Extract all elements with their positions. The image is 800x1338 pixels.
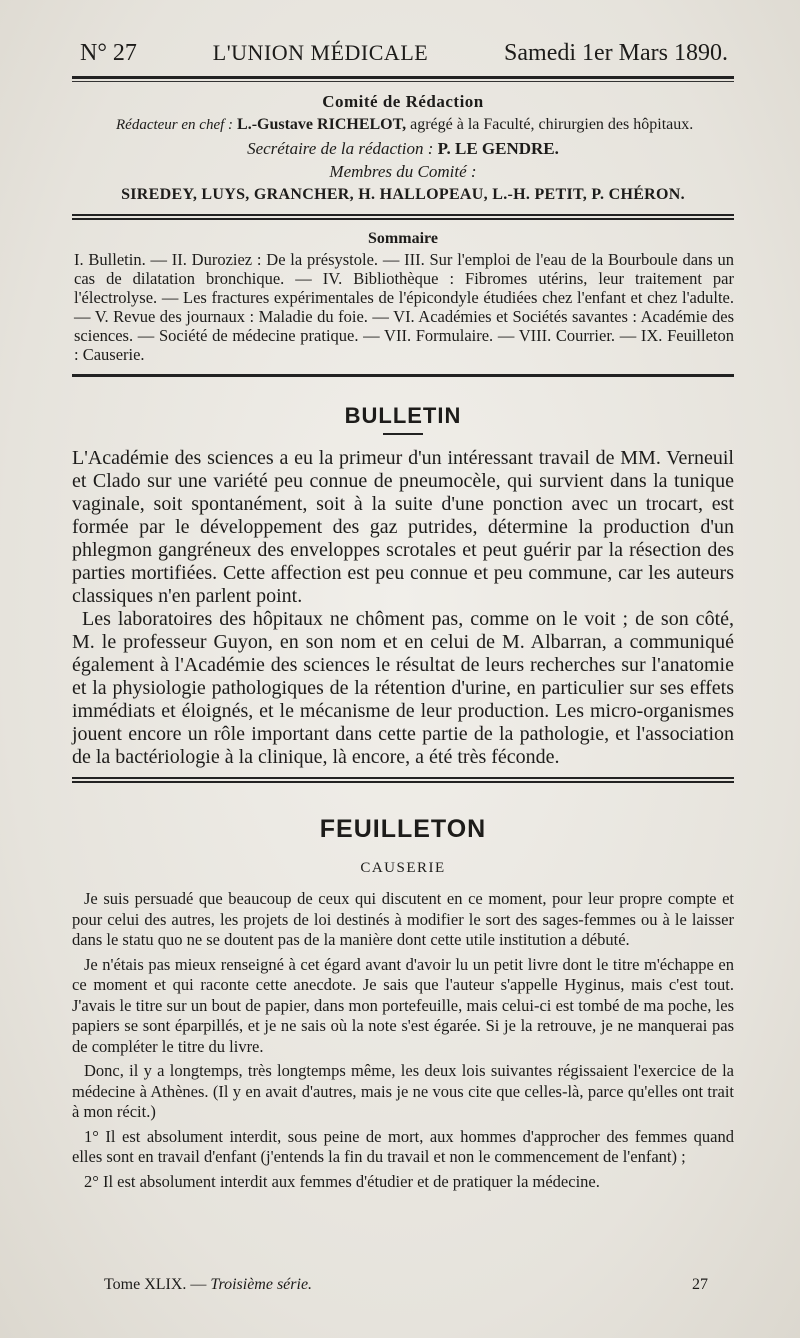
- editor-desc: agrégé à la Faculté, chirurgien des hôpitaux.: [410, 116, 694, 133]
- feuilleton-heading: [72, 815, 734, 844]
- footer-volume: [104, 1276, 312, 1294]
- page-footer: [104, 1276, 708, 1294]
- bulletin-title: BULLETIN: [344, 403, 462, 428]
- footer-serie: Troisième série.: [210, 1276, 313, 1293]
- feuilleton-paragraph: Je suis persuadé que beaucoup de ceux qui discutent en ce moment, pour leur propre compte et pour celui des autres, les projets de loi destinés à modifier le sort des sages-femmes ou à le laisser dans le statu quo ne se doutent pas de la manière dont cette utile institution a débuté.: [72, 889, 734, 949]
- page-header: [72, 40, 734, 70]
- bulletin-heading: [72, 403, 734, 435]
- sommaire-title: Sommaire: [368, 230, 438, 247]
- bulletin-underline: [383, 433, 423, 435]
- members-list: SIREDEY, LUYS, GRANCHER, H. HALLOPEAU, L.-H. PETIT, P. CHÉRON.: [121, 186, 685, 203]
- feuilleton-body: [72, 889, 734, 1192]
- issue-number: N° 27: [80, 40, 137, 66]
- editor-name: L.-Gustave RICHELOT,: [237, 116, 407, 133]
- bulletin-paragraph: Les laboratoires des hôpitaux ne chôment pas, comme on le voit ; de son côté, M. le professeur Guyon, en son nom et en celui de M. Albarran, a communiqué également à l'Académie des sciences le résultat de leurs recherches sur l'anatomie et la physiologie pathologiques de la rétention d'urine, en particulier sur ses effets immédiats et éloignés, et le mécanisme de leur production. Les micro-organismes jouent encore un rôle important dans cette partie de la pathologie, et l'association de la bactériologie à la clinique, là encore, a été très féconde.: [72, 608, 734, 768]
- bulletin-body: [72, 447, 734, 769]
- header-rule: [72, 76, 734, 79]
- secretary-line: [72, 137, 734, 160]
- feuilleton-paragraph: Je n'étais pas mieux renseigné à cet égard avant d'avoir lu un petit livre dont le titre m'échappe en ce moment et qui raconte cette anecdote. Je sais que l'auteur s'appelle Hyginus, mais c'est tout. J'avais le titre sur un bout de papier, dans mon portefeuille, mais celui-ci est tombé de ma poche, les papiers se sont éparpillés, et je ne sais où la note s'est égarée. Si je la retrouve, je ne manquerai pas de compléter le titre du livre.: [72, 954, 734, 1056]
- members-role: Membres du Comité :: [329, 162, 477, 181]
- committee-title: Comité de Rédaction: [322, 92, 484, 111]
- secretary-role: Secrétaire de la rédaction :: [247, 139, 434, 158]
- sommaire-text: I. Bulletin. — II. Duroziez : De la présystole. — III. Sur l'emploi de l'eau de la Bourboule dans un cas de dilatation bronchique. — IV. Bibliothèque : Fibromes utérins, leur traitement par l'électrolyse. — Les fractures expérimentales de l'épicondyle étudiées chez l'enfant et chez l'adulte. — V. Revue des journaux : Maladie du foie. — VI. Académies et Sociétés savantes : Académie des sciences. — Société de médecine pratique. — VII. Formulaire. — VIII. Courrier. — IX. Feuilleton : Causerie.: [74, 250, 734, 364]
- editor-role: Rédacteur en chef :: [116, 117, 234, 133]
- editorial-committee: [72, 90, 734, 206]
- page-number: 27: [692, 1276, 708, 1293]
- bulletin-paragraph: L'Académie des sciences a eu la primeur d'un intéressant travail de MM. Verneuil et Clado sur une variété peu connue de pneumocèle, qui survient dans la tunique vaginale, soit spontanément, soit à la suite d'une ponction avec un trocart, est formée par le développement des gaz putrides, détermine la production d'un phlegmon gangréneux des enveloppes scrotales et peut guérir par la résection des parties mortifiées. Cette affection est peu connue et peu commune, car les auteurs classiques n'en parlent point.: [72, 447, 734, 607]
- issue-date: Samedi 1er Mars 1890.: [504, 40, 728, 66]
- table-of-contents: [72, 230, 734, 364]
- feuilleton-title: FEUILLETON: [319, 815, 487, 843]
- journal-title: L'UNION MÉDICALE: [212, 40, 429, 65]
- sommaire-rule: [72, 374, 734, 377]
- editor-line: [72, 113, 734, 137]
- secretary-name: P. LE GENDRE.: [437, 139, 559, 158]
- feuilleton-paragraph: Donc, il y a longtemps, très longtemps même, les deux lois suivantes régissaient l'exercice de la médecine à Athènes. (Il y en avait d'autres, mais je ne vous cite que celles-là, parce qu'elles ont trait à mon récit.): [72, 1061, 734, 1121]
- footer-tome: Tome XLIX. —: [104, 1276, 207, 1293]
- feuilleton-paragraph: 1° Il est absolument interdit, sous peine de mort, aux hommes d'approcher des femmes quand elles sont en travail d'enfant (j'entends la fin du travail et non le commencement de l'enfant) ;: [72, 1126, 734, 1166]
- feuilleton-paragraph: 2° Il est absolument interdit aux femmes d'étudier et de pratiquer la médecine.: [84, 1171, 600, 1191]
- header-rule-thin: [72, 81, 734, 82]
- bulletin-rule: [72, 777, 734, 783]
- members-role-line: [72, 160, 734, 183]
- committee-rule: [72, 214, 734, 220]
- causerie-subtitle: CAUSERIE: [360, 860, 446, 876]
